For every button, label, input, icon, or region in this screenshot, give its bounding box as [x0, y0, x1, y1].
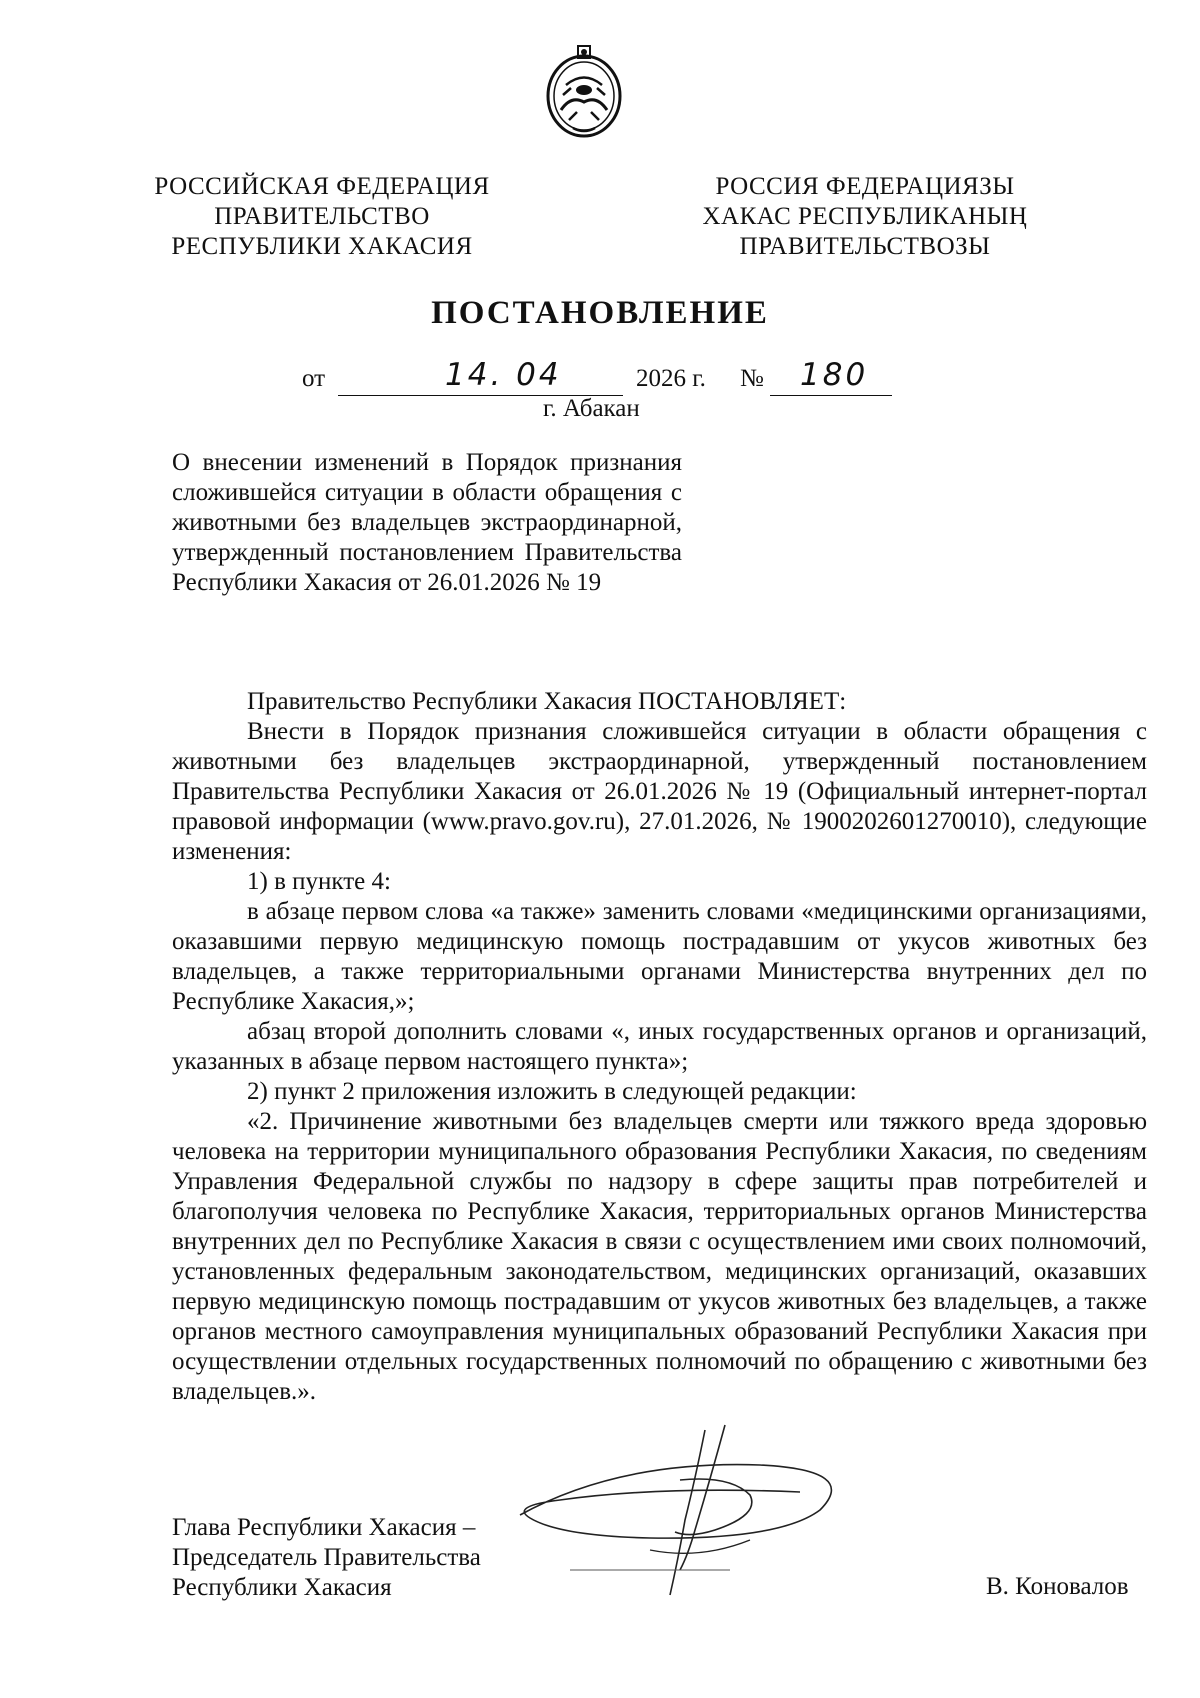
signatory-position — [172, 1513, 481, 1603]
header-left — [142, 172, 502, 262]
paragraph-1: Правительство Республики Хакасия ПОСТАНОВЛЯЕТ: — [247, 688, 847, 715]
paragraph-7: «2. Причинение животными без владельцев смерти или тяжкого вреда здоровью человека на территории муниципального образования Республики Хакасия, по сведениям Управления Федеральной службы по надзору в сфере защиты прав потребителей и благополучия человека по Республике Хакасия, территориальных органов Министерства внутренних дел по Республике Хакасия в связи с осуществлением ими своих полномочий, установленных федеральным законодательством, медицинских организаций, оказавших первую медицинскую помощь пострадавшим от укусов животных без владельцев, а также органов местного самоуправления муниципальных образований Республики Хакасия при осуществлении отдельных государственных полномочий по обращению с животными без владельцев.». — [172, 1108, 1147, 1405]
document-subject: О внесении изменений в Порядок признания сложившейся ситуации в области обращения с животными без владельцев экстраординарной, утвержденный постановлением Правительства Республики Хакасия от 26.01.2026 № 19 — [172, 449, 682, 596]
paragraph-3: 1) в пункте 4: — [247, 868, 391, 895]
number-underline — [770, 395, 892, 396]
position-line-3: Республики Хакасия — [172, 1574, 392, 1601]
handwritten-number: 180 — [800, 357, 869, 393]
header-right-line-1: РОССИЯ ФЕДЕРАЦИЯЗЫ — [715, 173, 1015, 200]
position-line-2: Председатель Правительства — [172, 1544, 481, 1571]
header-right — [685, 172, 1045, 262]
paragraph-6: 2) пункт 2 приложения изложить в следующей редакции: — [247, 1078, 857, 1105]
handwritten-date: 14. 04 — [445, 357, 562, 393]
from-label: от — [302, 365, 326, 392]
paragraph-5: абзац второй дополнить словами «, иных государственных органов и организаций, указанных в абзаце первом настоящего пункта»; — [172, 1018, 1147, 1075]
year-label: 2026 г. — [636, 365, 706, 392]
header-left-line-1: РОССИЙСКАЯ ФЕДЕРАЦИЯ — [154, 173, 490, 200]
document-title: ПОСТАНОВЛЕНИЕ — [431, 295, 769, 331]
position-line-1: Глава Республики Хакасия – — [172, 1514, 476, 1541]
header-left-line-3: РЕСПУБЛИКИ ХАКАСИЯ — [171, 233, 473, 260]
paragraph-4: в абзаце первом слова «а также» заменить словами «медицинскими организациями, оказавшими первую медицинскую помощь пострадавшим от укусов животных без владельцев, а также территориальными органами Министерства внутренних дел по Республике Хакасия,»; — [172, 898, 1147, 1015]
header-right-line-2: ХАКАС РЕСПУБЛИКАНЫҢ — [702, 203, 1028, 230]
number-label: № — [740, 365, 764, 392]
header-right-line-3: ПРАВИТЕЛЬСТВОЗЫ — [739, 233, 991, 260]
city-label: г. Абакан — [543, 395, 640, 422]
handwritten-signature — [500, 1420, 880, 1620]
paragraph-2: Внести в Порядок признания сложившейся ситуации в области обращения с животными без владельцев экстраординарной, утвержденный постановлением Правительства Республики Хакасия от 26.01.2026 № 19 (Официальный интернет-портал правовой информации (www.pravo.gov.ru), 27.01.2026, № 1900202601270010), следующие изменения: — [172, 718, 1147, 865]
signer-name: В. Коновалов — [986, 1573, 1129, 1600]
coat-of-arms-emblem — [541, 40, 627, 140]
document-body — [172, 687, 1147, 1407]
header-left-line-2: ПРАВИТЕЛЬСТВО — [214, 203, 430, 230]
